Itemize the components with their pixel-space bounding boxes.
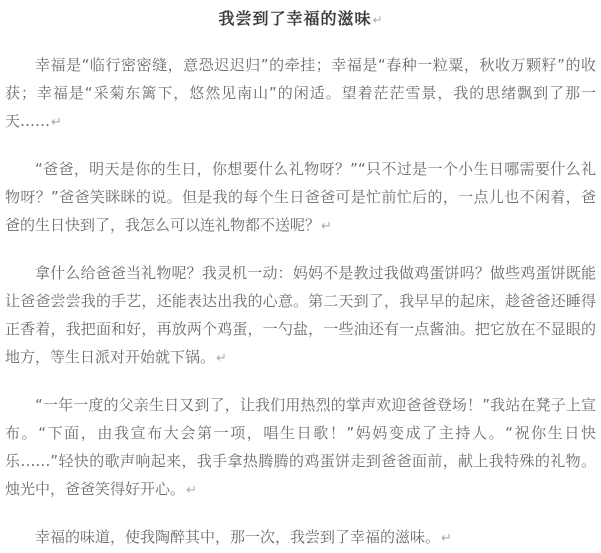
paragraph-3 — [5, 259, 596, 373]
paragraph-1 — [5, 51, 596, 137]
paragraph-2 — [5, 155, 596, 241]
paragraph-4 — [5, 391, 596, 505]
return-mark-icon: ↵ — [441, 531, 452, 546]
return-mark-icon: ↵ — [372, 13, 383, 27]
paragraph-3-text: 拿什么给爸爸当礼物呢？我灵机一动：妈妈不是教过我做鸡蛋饼吗？做些鸡蛋饼既能让爸爸尝尝我的手艺，还能表达出我的心意。第二天到了，我早早的起床，趁爸爸还睡得正香着，我把面和好，再放两个鸡蛋，一勺盐，一些油还有一点酱油。把它放在不显眼的地方，等生日派对开始就下锅。 — [5, 264, 596, 366]
paragraph-2-text: “爸爸，明天是你的生日，你想要什么礼物呀？”“只不过是一个小生日哪需要什么礼物呀？”爸爸笑眯眯的说。但是我的每个生日爸爸可是忙前忙后的，一点儿也不闲着，爸爸的生日快到了，我怎么可以连礼物都不送呢？ — [5, 160, 596, 234]
paragraph-5-text: 幸福的味道，使我陶醉其中，那一次，我尝到了幸福的滋味。 — [35, 528, 441, 546]
return-mark-icon: ↵ — [216, 351, 227, 366]
return-mark-icon: ↵ — [321, 219, 332, 234]
document-title-text: 我尝到了幸福的滋味 — [218, 9, 372, 28]
return-mark-icon: ↵ — [51, 115, 62, 130]
paragraph-4-text: “一年一度的父亲生日又到了，让我们用热烈的掌声欢迎爸爸登场！”我站在凳子上宣布。“下面，由我宣布大会第一项，唱生日歌！”妈妈变成了主持人。“祝你生日快乐……”轻快的歌声响起来，我手拿热腾腾的鸡蛋饼走到爸爸面前，献上我特殊的礼物。烛光中，爸爸笑得好开心。 — [5, 396, 596, 498]
return-mark-icon: ↵ — [186, 483, 197, 498]
document-title — [5, 6, 596, 33]
paragraph-1-text: 幸福是“临行密密缝，意恐迟迟归”的牵挂；幸福是“春种一粒粟，秋收万颗籽”的收获；幸福是“采菊东篱下，悠然见南山”的闲适。望着茫茫雪景，我的思绪飘到了那一天…… — [5, 56, 596, 130]
paragraph-5 — [5, 523, 596, 553]
